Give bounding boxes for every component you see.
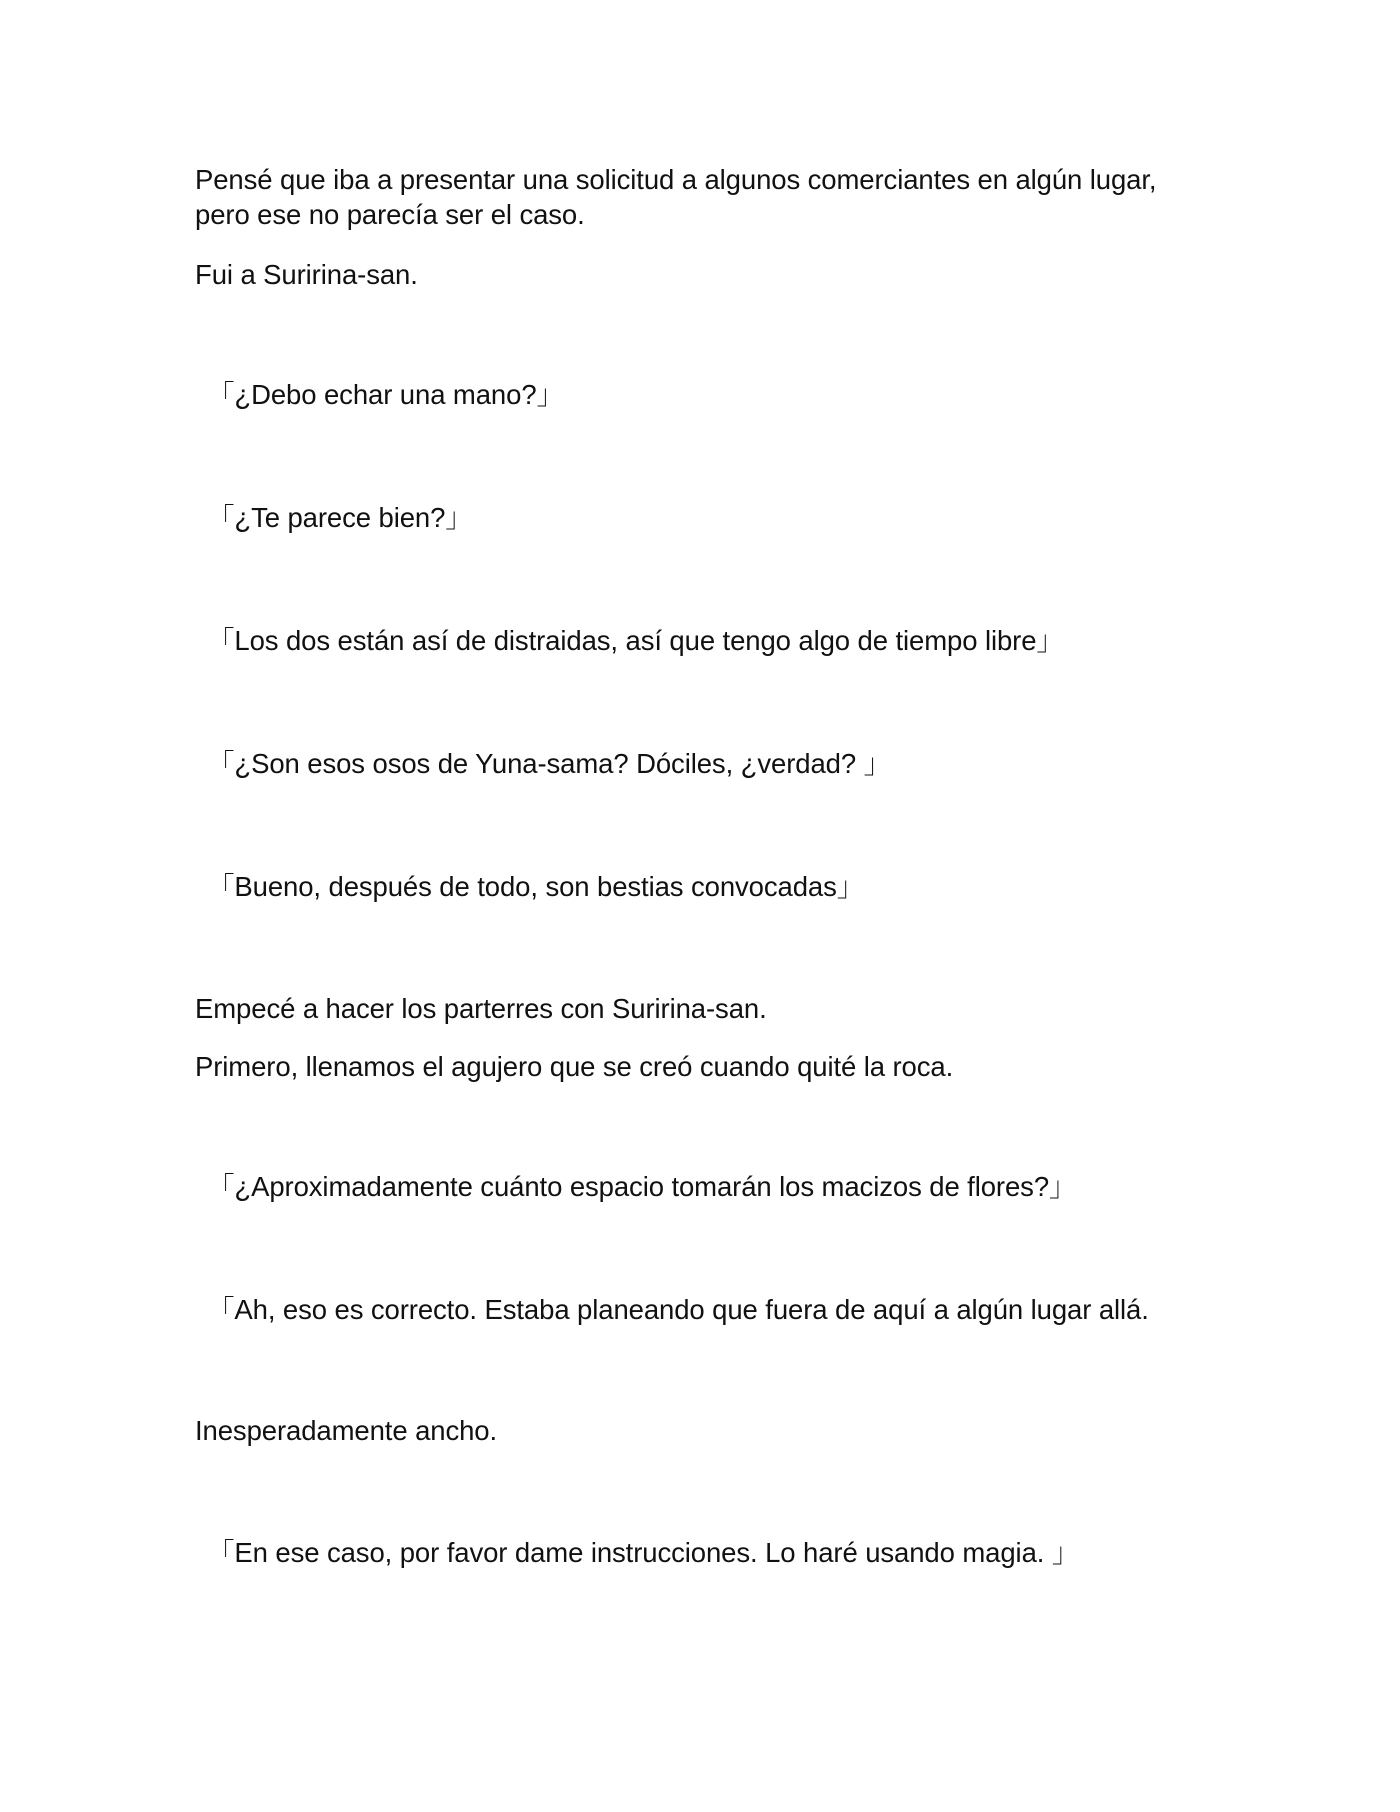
dialogue-line: 「¿Te parece bien?」 [207,502,473,533]
dialogue-line: 「En ese caso, por favor dame instrucciones. Lo haré usando magia. 」 [207,1537,1080,1568]
narration-line: Inesperadamente ancho. [195,1415,498,1446]
dialogue-line: 「Ah, eso es correcto. Estaba planeando que fuera de aquí a algún lugar allá. [207,1294,1149,1325]
dialogue-line: 「¿Son esos osos de Yuna-sama? Dóciles, ¿verdad? 」 [207,748,891,779]
narration-line: pero ese no parecía ser el caso. [195,199,585,230]
narration-line: Fui a Suririna-san. [195,259,418,290]
dialogue-line: 「Bueno, después de todo, son bestias convocadas」 [207,871,865,902]
dialogue-line: 「Los dos están así de distraidas, así que tengo algo de tiempo libre」 [207,625,1064,656]
dialogue-line: 「¿Aproximadamente cuánto espacio tomarán los macizos de flores?」 [207,1171,1077,1202]
narration-line: Primero, llenamos el agujero que se creó cuando quité la roca. [195,1051,954,1082]
dialogue-line: 「¿Debo echar una mano?」 [207,379,564,410]
narration-line: Empecé a hacer los parterres con Suririna-san. [195,993,767,1024]
narration-line: Pensé que iba a presentar una solicitud a algunos comerciantes en algún lugar, [195,164,1157,195]
